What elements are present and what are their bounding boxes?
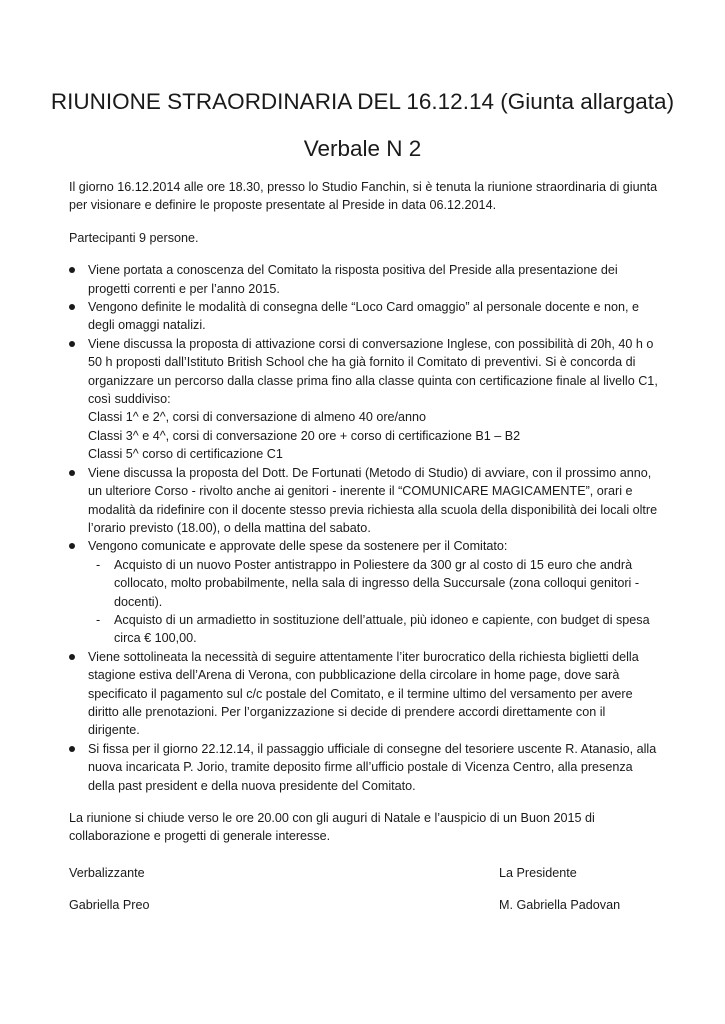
signature-names: [69, 896, 659, 914]
bullet-icon: [69, 341, 75, 347]
bullet-icon: [69, 470, 75, 476]
document-body: [69, 178, 659, 929]
bullet-icon: [69, 543, 75, 549]
dash-icon: -: [96, 557, 101, 572]
participants-line: Partecipanti 9 persone.: [69, 230, 199, 245]
president-role: La Presidente: [499, 865, 577, 880]
signature-roles: [69, 864, 659, 882]
list-item: [69, 464, 659, 538]
agenda-list: [69, 261, 659, 795]
item-text: Vengono comunicate e approvate delle spese da sostenere per il Comitato:: [88, 539, 508, 554]
document-title: RIUNIONE STRAORDINARIA DEL 16.12.14 (Giunta allargata): [50, 89, 675, 114]
bullet-icon: [69, 746, 75, 752]
list-item: [69, 335, 659, 464]
sublist-item: [88, 556, 659, 611]
intro-paragraph: Il giorno 16.12.2014 alle ore 18.30, presso lo Studio Fanchin, si è tenuta la riunione straordinaria di giunta per visionare e definire le proposte presentate al Preside in data 06.12.2014.: [69, 180, 658, 213]
item-text: Viene discussa la proposta di attivazione corsi di conversazione Inglese, con possibilità di 20h, 40 h o 50 h proposti dall’Istituto British School che ha già fornito il Comitato di preventivi. Si è concorda di organizzare un percorso dalla classe prima fino alla classe quinta con certificazione finale al livello C1, così suddiviso:: [88, 336, 658, 407]
item-text-class-1-2: Classi 1^ e 2^, corsi di conversazione di almeno 40 ore/anno: [88, 410, 427, 425]
bullet-icon: [69, 304, 75, 310]
list-item: [69, 298, 659, 335]
closing-paragraph: La riunione si chiude verso le ore 20.00 con gli auguri di Natale e l’auspicio di un Buon 2015 di collaborazione e progetti di generale interesse.: [69, 811, 595, 844]
list-item: [69, 740, 659, 795]
sublist-item: [88, 611, 659, 648]
expenses-sublist: [88, 556, 659, 648]
secretary-role: Verbalizzante: [69, 865, 145, 880]
sublist-item-text: Acquisto di un nuovo Poster antistrappo in Poliestere da 300 gr al costo di 15 euro che andrà collocato, molto probabilmente, nella sala di ingresso della Succursale (zona colloqui genitori - docenti).: [114, 557, 640, 609]
secretary-name: Gabriella Preo: [69, 898, 150, 913]
sublist-item-text: Acquisto di un armadietto in sostituzione dell’attuale, più idoneo e capiente, con budget di spesa circa € 100,00.: [114, 612, 650, 646]
president-name: M. Gabriella Padovan: [499, 898, 621, 913]
item-text: Vengono definite le modalità di consegna delle “Loco Card omaggio” al personale docente e non, e degli omaggi natalizi.: [88, 300, 640, 333]
item-text: Viene sottolineata la necessità di seguire attentamente l’iter burocratico della richiesta biglietti della stagione estiva dell’Arena di Verona, con pubblicazione della circolare in home page, dove sarà specificato il pagamento sul c/c postale del Comitato, e il termine ultimo del versamento per avere diritto alle prenotazioni. Per l’organizzazione si decide di prendere accordi direttamente con il dirigente.: [88, 649, 639, 738]
bullet-icon: [69, 267, 75, 273]
item-text: Si fissa per il giorno 22.12.14, il passaggio ufficiale di consegne del tesoriere uscente R. Atanasio, alla nuova incaricata P. Jorio, tramite deposito firme all’ufficio postale di Vicenza Centro, alla presenza della past president e della nuova presidente del Comitato.: [88, 741, 657, 793]
dash-icon: -: [96, 612, 101, 627]
item-text-class-3-4: Classi 3^ e 4^, corsi di conversazione 20 ore + corso di certificazione B1 – B2: [88, 428, 521, 443]
bullet-icon: [69, 654, 75, 660]
list-item: [69, 648, 659, 740]
item-text: Viene discussa la proposta del Dott. De Fortunati (Metodo di Studio) di avviare, con il prossimo anno, un ulteriore Corso - rivolto anche ai genitori - inerente il “COMUNICARE MAGICAMENTE”, orari e modalità da ridefinire con il docente stesso previa richiesta alla scuola della disponibilità dei locali oltre l’orario previsto (18.00), o della mattina del sabato.: [88, 465, 658, 535]
document-subtitle: Verbale N 2: [303, 136, 422, 161]
list-item: [69, 537, 659, 647]
list-item: [69, 261, 659, 298]
item-text-class-5: Classi 5^ corso di certificazione C1: [88, 447, 283, 462]
item-text: Viene portata a conoscenza del Comitato la risposta positiva del Preside alla presentazione dei progetti correnti e per l’anno 2015.: [88, 263, 618, 296]
